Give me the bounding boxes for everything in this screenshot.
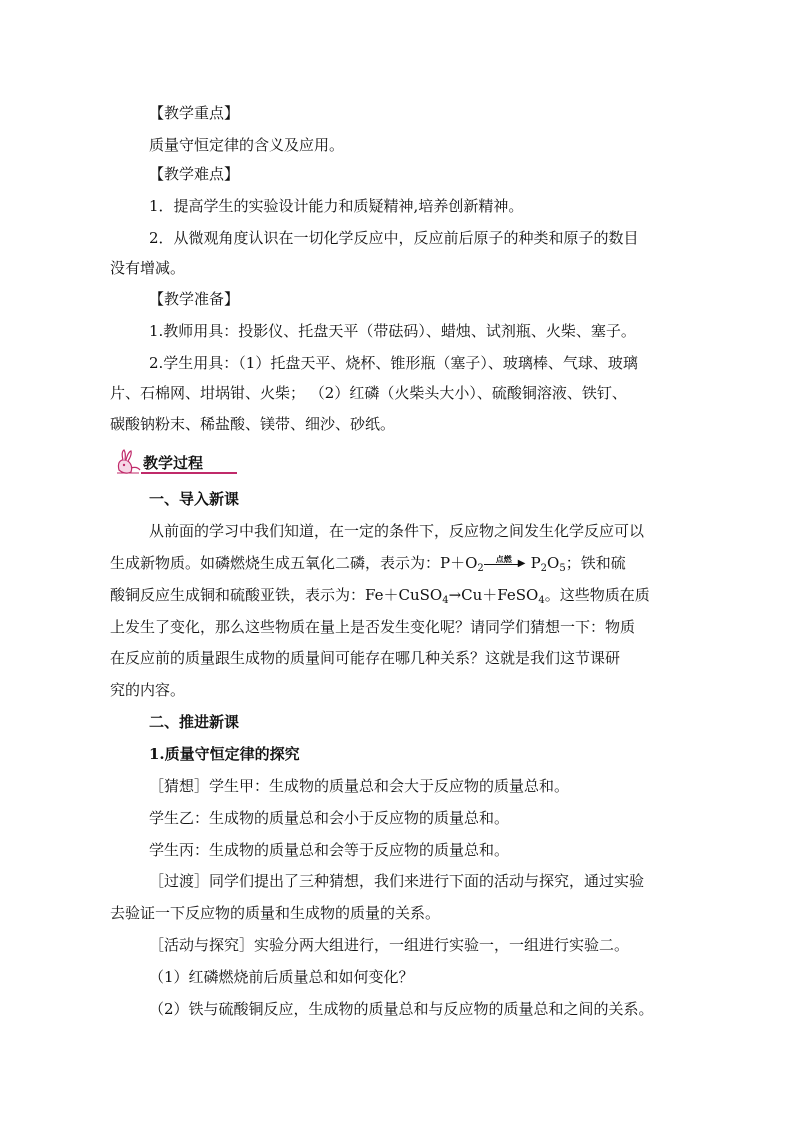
intro-line-2: 生成新物质。如磷燃烧生成五氧化二磷，表示为：$P+O_2$ 点燃 ▶ $P_2O_5$；铁和硫 [110, 554, 626, 574]
preparation-item-2: 2.学生用具：（1）托盘天平、烧杯、锥形瓶（塞子）、玻璃棒、气球、玻璃 [149, 354, 638, 372]
part2-title: 二、推进新课 [149, 713, 240, 731]
difficulty-item-1: 1．提高学生的实验设计能力和质疑精神,培养创新精神。 [149, 197, 524, 215]
preparation-item-2-cont1: 片、石棉网、坩埚钳、火柴； （2）红磷（火柴头大小）、硫酸铜溶液、铁钉、 [110, 384, 627, 402]
teaching-process-banner [113, 448, 238, 478]
question-2: （2）铁与硫酸铜反应，生成物的质量总和与反应物的质量总和之间的关系。 [149, 1000, 654, 1018]
preparation-item-2-cont2: 碳酸钠粉末、稀盐酸、镁带、细沙、砂纸。 [110, 415, 396, 433]
banner-underline [141, 472, 237, 474]
difficulty-item-2: 2．从微观角度认识在一切化学反应中，反应前后原子的种类和原子的数目 [149, 229, 639, 247]
sub1-title: 1.质量守恒定律的探究 [149, 745, 300, 763]
transition-line-2: 去验证一下反应物的质量和生成物的质量的关系。 [110, 904, 441, 922]
difficulties-heading: 【教学难点】 [149, 165, 240, 183]
intro-line-3: 酸铜反应生成铜和硫酸亚铁，表示为：Fe＋CuSO$_4$→Cu＋FeSO$_4$。这些物质在质 [110, 586, 650, 606]
preparation-heading: 【教学准备】 [149, 290, 240, 308]
guess-2: 学生乙：生成物的质量总和会小于反应物的质量总和。 [149, 809, 510, 827]
intro-line-4: 上发生了变化，那么这些物质在量上是否发生变化呢？请同学们猜想一下：物质 [110, 618, 636, 636]
banner-label: 教学过程 [143, 454, 204, 472]
part1-title: 一、导入新课 [149, 490, 240, 508]
difficulty-item-2-cont: 没有增减。 [110, 259, 186, 277]
question-1: （1）红磷燃烧前后质量总和如何变化？ [149, 968, 414, 986]
intro-line-5: 在反应前的质量跟生成物的质量间可能存在哪几种关系？这就是我们这节课研 [110, 649, 621, 667]
reaction-arrow: 点燃 ▶ [484, 557, 526, 571]
intro-line-6: 究的内容。 [110, 681, 186, 699]
rabbit-icon [113, 448, 143, 478]
preparation-item-1: 1.教师用具：投影仪、托盘天平（带砝码）、蜡烛、试剂瓶、火柴、塞子。 [149, 322, 636, 340]
intro-line-1: 从前面的学习中我们知道，在一定的条件下，反应物之间发生化学反应可以 [149, 522, 645, 540]
key-points-text: 质量守恒定律的含义及应用。 [149, 136, 345, 154]
guess-1: ［猜想］学生甲：生成物的质量总和会大于反应物的质量总和。 [149, 777, 570, 795]
transition-line-1: ［过渡］同学们提出了三种猜想，我们来进行下面的活动与探究，通过实验 [149, 872, 645, 890]
key-points-heading: 【教学重点】 [149, 104, 240, 122]
activity-line: ［活动与探究］实验分两大组进行，一组进行实验一，一组进行实验二。 [149, 936, 630, 954]
guess-3: 学生丙：生成物的质量总和会等于反应物的质量总和。 [149, 841, 510, 859]
